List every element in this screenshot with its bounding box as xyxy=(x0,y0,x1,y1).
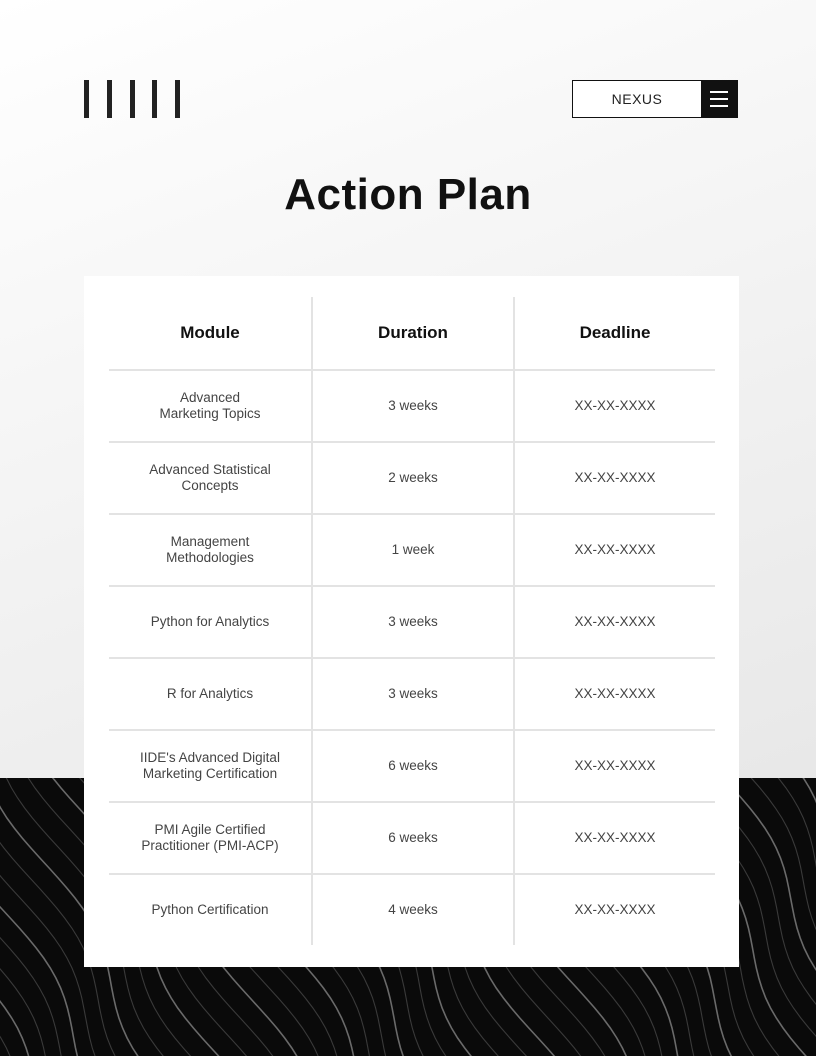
logo-bar xyxy=(107,80,112,118)
cell-deadline: XX-XX-XXXX xyxy=(513,443,715,513)
cell-module: Python for Analytics xyxy=(150,614,270,629)
cell-deadline: XX-XX-XXXX xyxy=(513,515,715,585)
column-header-duration: Duration xyxy=(311,297,513,369)
action-plan-card xyxy=(84,276,739,967)
wave-line xyxy=(0,778,48,1056)
logo-bar xyxy=(152,80,157,118)
wave-line xyxy=(812,778,816,1056)
brand-name: NEXUS xyxy=(611,91,663,107)
cell-deadline: XX-XX-XXXX xyxy=(513,587,715,657)
table-row xyxy=(109,803,715,875)
table-row xyxy=(109,875,715,945)
table-row xyxy=(109,731,715,803)
table-row xyxy=(109,443,715,515)
brand-badge[interactable] xyxy=(572,80,738,118)
cell-duration: 3 weeks xyxy=(311,371,513,441)
table-row xyxy=(109,515,715,587)
logo-bar xyxy=(130,80,135,118)
table-body xyxy=(109,371,715,945)
cell-module: Advanced Statistical Concepts xyxy=(149,462,271,493)
cell-deadline: XX-XX-XXXX xyxy=(513,371,715,441)
cell-deadline: XX-XX-XXXX xyxy=(513,875,715,945)
logo-bar xyxy=(84,80,89,118)
cell-duration: 3 weeks xyxy=(311,587,513,657)
table-row xyxy=(109,371,715,443)
page-title: Action Plan xyxy=(284,170,532,219)
cell-deadline: XX-XX-XXXX xyxy=(513,731,715,801)
hamburger-menu-icon[interactable] xyxy=(701,81,737,117)
cell-duration: 2 weeks xyxy=(311,443,513,513)
cell-module: IIDE's Advanced Digital Marketing Certification xyxy=(140,750,280,781)
wave-line xyxy=(746,778,816,1056)
logo-bar xyxy=(175,80,180,118)
table-row xyxy=(109,659,715,731)
cell-module: Python Certification xyxy=(151,902,269,917)
action-plan-table xyxy=(109,297,715,945)
wave-line xyxy=(0,778,81,1056)
wave-line xyxy=(0,778,32,1056)
logo-bars-icon xyxy=(84,80,180,118)
table-row xyxy=(109,587,715,659)
cell-module: Management Methodologies xyxy=(166,534,254,565)
wave-line xyxy=(768,778,816,1056)
cell-deadline: XX-XX-XXXX xyxy=(513,803,715,873)
cell-duration: 6 weeks xyxy=(311,803,513,873)
cell-duration: 1 week xyxy=(311,515,513,585)
cell-module: PMI Agile Certified Practitioner (PMI-ACP) xyxy=(141,822,279,853)
cell-deadline: XX-XX-XXXX xyxy=(513,659,715,729)
table-header-row xyxy=(109,297,715,371)
cell-module: R for Analytics xyxy=(166,686,254,701)
column-header-module: Module xyxy=(180,323,240,342)
cell-duration: 4 weeks xyxy=(311,875,513,945)
cell-duration: 3 weeks xyxy=(311,659,513,729)
cell-module: Advanced Marketing Topics xyxy=(159,390,261,421)
column-header-deadline: Deadline xyxy=(513,297,715,369)
cell-duration: 6 weeks xyxy=(311,731,513,801)
